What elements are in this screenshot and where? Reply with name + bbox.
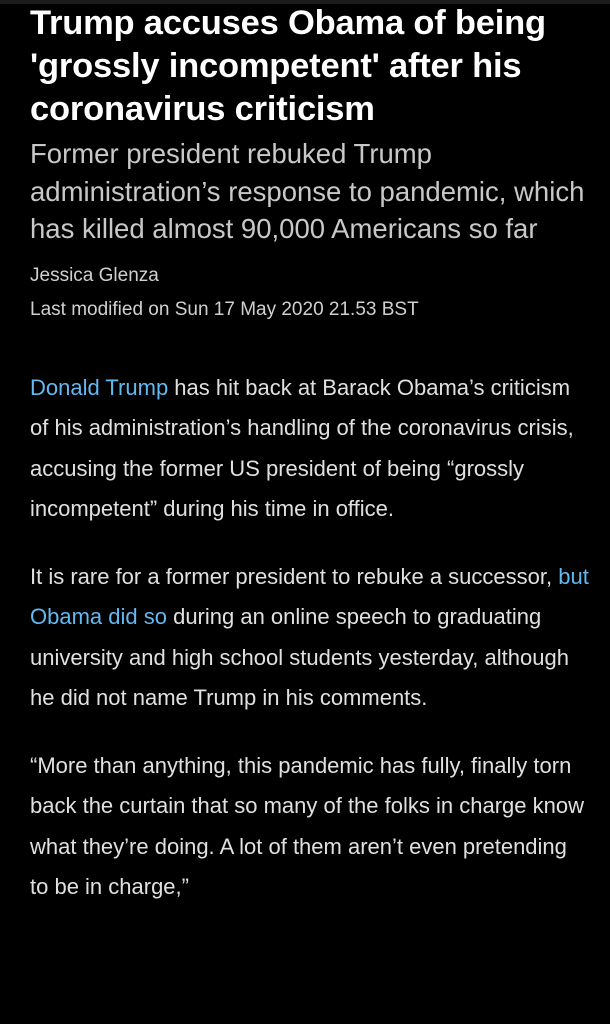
article-body	[30, 368, 590, 908]
article-standfirst: Former president rebuked Trump administration’s response to pandemic, which has killed almost 90,000 Americans so far	[30, 138, 585, 244]
author-byline[interactable]: Jessica Glenza	[30, 264, 159, 286]
paragraph-2-text-start: It is rare for a former president to rebuke a successor,	[30, 563, 559, 589]
paragraph-1-text: has hit back at Barack Obama’s criticism of his administration’s handling of the coronavirus crisis, accusing the former US president of being “grossly incompetent” during his time in office.	[30, 374, 574, 521]
obama-speech-link[interactable]: but Obama did so	[30, 563, 589, 629]
article-paragraph-2	[30, 557, 590, 719]
paragraph-2-text-end: during an online speech to graduating university and high school students yesterday, although he did not name Trump in his comments.	[30, 604, 569, 710]
article-paragraph-1	[30, 368, 590, 530]
article-paragraph-3: “More than anything, this pandemic has fully, finally torn back the curtain that so many of the folks in charge know what they’re doing. A lot of them aren’t even pretending to be in charge,”	[30, 752, 584, 899]
last-modified-date: Last modified on Sun 17 May 2020 21.53 BST	[30, 298, 419, 320]
article-headline: Trump accuses Obama of being 'grossly incompetent' after his coronavirus criticism	[30, 4, 546, 128]
donald-trump-link[interactable]: Donald Trump	[30, 374, 169, 400]
article	[30, 2, 590, 935]
